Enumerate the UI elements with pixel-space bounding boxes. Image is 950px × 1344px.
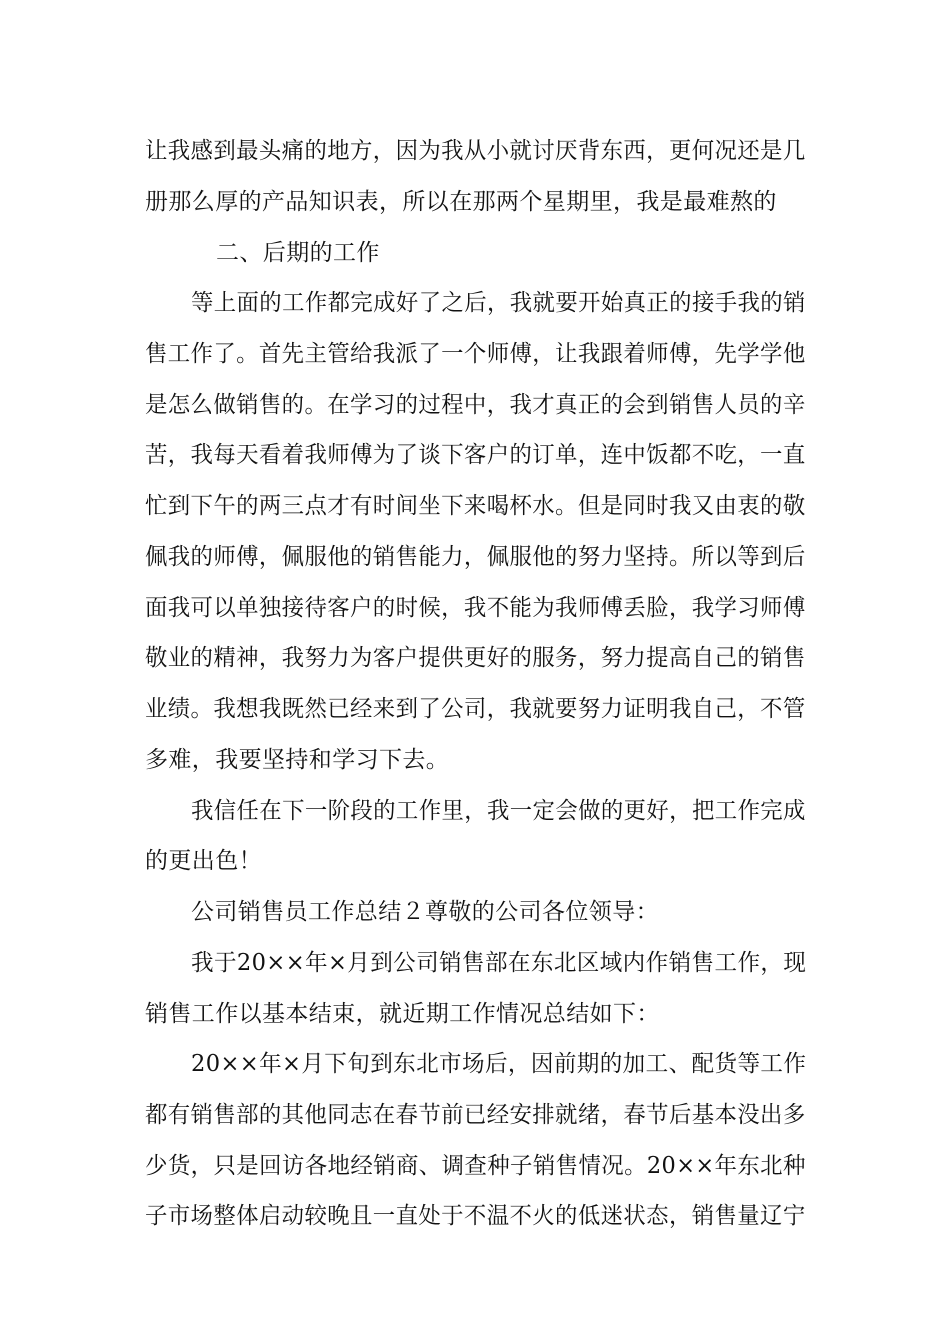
text-line: 的更出色！ bbox=[145, 848, 262, 874]
text-line: 我于20××年×月到公司销售部在东北区域内作销售工作，现 bbox=[191, 950, 807, 976]
text-line: 我信任在下一阶段的工作里，我一定会做的更好，把工作完成 bbox=[191, 798, 806, 824]
text-line: 多难，我要坚持和学习下去。 bbox=[145, 747, 450, 773]
text-line: 子市场整体启动较晚且一直处于不温不火的低迷状态，销售量辽宁 bbox=[145, 1203, 806, 1229]
text-line: 面我可以单独接待客户的时候，我不能为我师傅丢脸，我学习师傅 bbox=[145, 595, 806, 621]
text-line: 20××年×月下旬到东北市场后，因前期的加工、配货等工作 bbox=[191, 1051, 807, 1077]
text-line: 敬业的精神，我努力为客户提供更好的服务，努力提高自己的销售 bbox=[145, 645, 806, 671]
text-line: 忙到下午的两三点才有时间坐下来喝杯水。但是同时我又由衷的敬 bbox=[145, 493, 806, 519]
text-line: 等上面的工作都完成好了之后，我就要开始真正的接手我的销 bbox=[191, 290, 806, 316]
text-line: 册那么厚的产品知识表，所以在那两个星期里，我是最难熬的 bbox=[145, 189, 777, 215]
text-line: 业绩。我想我既然已经来到了公司，我就要努力证明我自己，不管 bbox=[145, 696, 806, 722]
text-line: 苦，我每天看着我师傅为了谈下客户的订单，连中饭都不吃，一直 bbox=[145, 442, 806, 468]
text-line: 是怎么做销售的。在学习的过程中，我才真正的会到销售人员的辛 bbox=[145, 392, 806, 418]
document-subtitle: 公司销售员工作总结２尊敬的公司各位领导： bbox=[191, 899, 659, 925]
section-heading: 二、后期的工作 bbox=[216, 240, 380, 266]
text-line: 售工作了。首先主管给我派了一个师傅，让我跟着师傅，先学学他 bbox=[145, 341, 806, 367]
text-line: 少货，只是回访各地经销商、调查种子销售情况。20××年东北种 bbox=[145, 1153, 806, 1179]
text-line: 让我感到最头痛的地方，因为我从小就讨厌背东西，更何况还是几 bbox=[145, 138, 806, 164]
text-line: 佩我的师傅，佩服他的销售能力，佩服他的努力坚持。所以等到后 bbox=[145, 544, 806, 570]
text-line: 都有销售部的其他同志在春节前已经安排就绪，春节后基本没出多 bbox=[145, 1102, 806, 1128]
text-line: 销售工作以基本结束，就近期工作情况总结如下： bbox=[145, 1001, 660, 1027]
